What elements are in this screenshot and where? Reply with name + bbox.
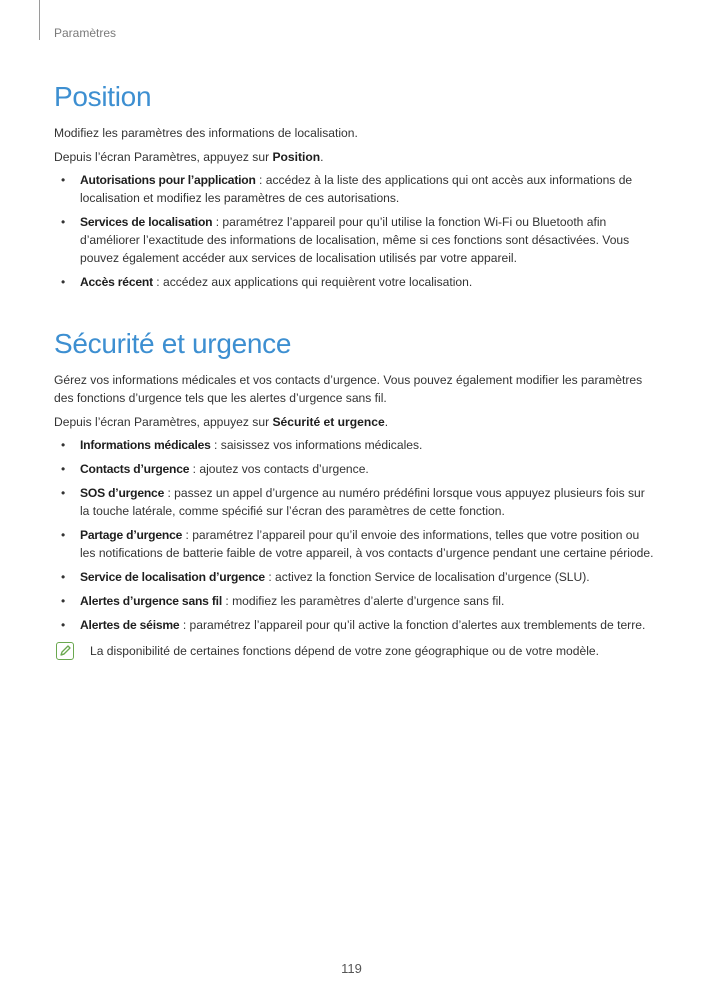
option-description: : passez un appel d’urgence au numéro prédéfini lorsque vous appuyez plusieurs fois sur la touche latérale, comme spécifié sur l’écran des paramètres de cette fonction. [80,486,645,518]
list-item [54,460,654,478]
option-description: : modifiez les paramètres d’alerte d’urgence sans fil. [222,594,505,608]
list-item [54,436,654,454]
option-description: : saisissez vos informations médicales. [210,438,423,452]
option-description: : accédez aux applications qui requièrent votre localisation. [152,275,473,289]
option-term: Informations médicales [80,438,211,452]
path-prefix: Depuis l’écran Paramètres, appuyez sur [54,150,273,164]
option-term: SOS d’urgence [80,486,165,500]
option-term: Accès récent [80,275,153,289]
path-suffix: . [384,415,389,429]
position-options-list [54,171,654,291]
list-item [54,592,654,610]
position-navigation-path [54,148,654,166]
list-item [54,213,654,267]
header-side-rule [39,0,40,40]
list-item [54,484,654,520]
bullet-icon: • [61,215,66,229]
path-target: Position [272,150,321,164]
section-safety-emergency [54,325,654,660]
list-item [54,171,654,207]
option-term: Autorisations pour l’application [80,173,256,187]
bullet-icon: • [61,462,66,476]
note-text: La disponibilité de certaines fonctions dépend de votre zone géographique ou de votre modèle. [90,644,599,658]
option-term: Alertes de séisme [80,618,180,632]
section-position [54,78,654,291]
position-intro: Modifiez les paramètres des informations de localisation. [54,126,358,140]
running-header: Paramètres [54,26,117,40]
option-description: : paramétrez l’appareil pour qu’il utilise la fonction Wi-Fi ou Bluetooth afin d’améliorer l’exactitude des informations de localisation, même si ces fonctions sont désactivées. Vous pouvez également accéder aux services de localisation utilisés par votre appareil. [80,215,630,265]
option-description: : ajoutez vos contacts d’urgence. [189,462,369,476]
list-item [54,568,654,586]
bullet-icon: • [61,618,66,632]
bullet-icon: • [61,275,66,289]
list-item [54,526,654,562]
safety-options-list [54,436,654,634]
option-description: : paramétrez l’appareil pour qu’il envoie des informations, telles que votre position ou les notifications de batterie faible de votre appareil, à vos contacts d’urgence pendant une certaine période. [80,528,654,560]
option-term: Alertes d’urgence sans fil [80,594,222,608]
safety-navigation-path [54,413,654,431]
option-description: : accédez à la liste des applications qui ont accès aux informations de localisation et modifiez les paramètres de ces autorisations. [80,173,633,205]
bullet-icon: • [61,173,66,187]
bullet-icon: • [61,594,66,608]
option-description: : activez la fonction Service de localisation d’urgence (SLU). [264,570,590,584]
option-term: Service de localisation d’urgence [80,570,265,584]
path-suffix: . [320,150,324,164]
page-content [54,78,654,660]
list-item [54,273,654,291]
bullet-icon: • [61,438,66,452]
safety-intro: Gérez vos informations médicales et vos contacts d’urgence. Vous pouvez également modifier les paramètres des fonctions d’urgence tels que les alertes d’urgence sans fil. [54,373,643,405]
option-term: Contacts d’urgence [80,462,190,476]
path-target: Sécurité et urgence [272,415,385,429]
bullet-icon: • [61,486,66,500]
section-title-safety: Sécurité et urgence [54,328,292,359]
path-prefix: Depuis l’écran Paramètres, appuyez sur [54,415,273,429]
option-description: : paramétrez l’appareil pour qu’il active la fonction d’alertes aux tremblements de terre. [179,618,646,632]
bullet-icon: • [61,570,66,584]
option-term: Services de localisation [80,215,213,229]
note-pencil-icon [56,642,74,660]
option-term: Partage d’urgence [80,528,183,542]
section-title-position: Position [54,81,152,112]
list-item [54,616,654,634]
availability-note [54,642,654,660]
page-number: 119 [341,961,362,976]
bullet-icon: • [61,528,66,542]
